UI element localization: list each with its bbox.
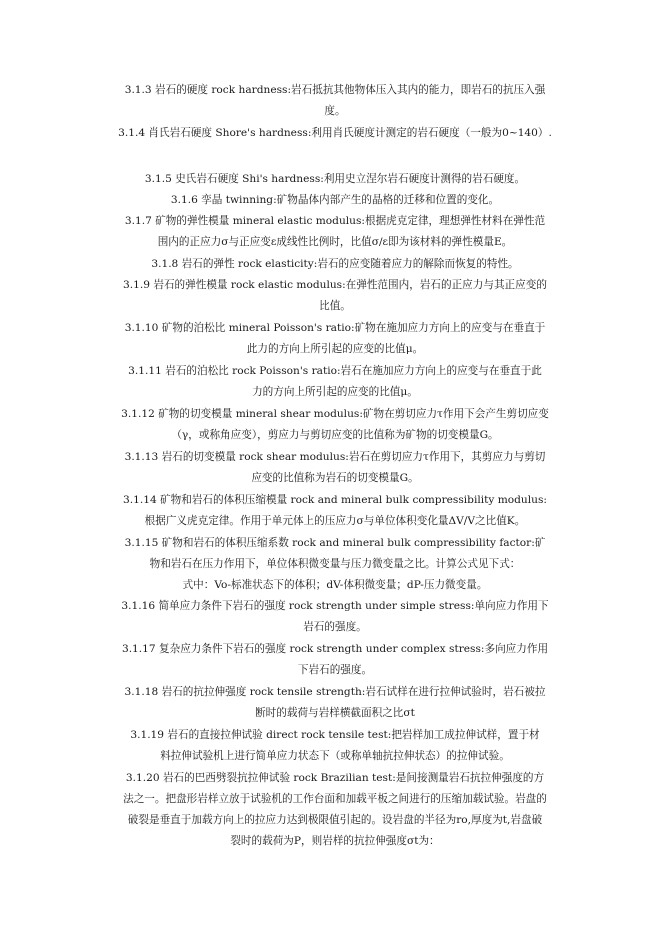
definition-3-1-3 [96, 80, 574, 122]
text-line: 应变的比值称为岩石的切变模量G。 [251, 472, 419, 484]
text-line: 3.1.18 岩石的抗拉伸强度 rock tensile strength:岩石试样在进行拉伸试验时，岩石被拉 [124, 686, 546, 698]
text-line: 3.1.12 矿物的切变模量 mineral shear modulus:矿物在剪切应力τ作用下会产生剪切应变 [121, 408, 549, 420]
text-line: 3.1.14 矿物和岩石的体积压缩模量 rock and mineral bulk compressibility modulus: [123, 494, 547, 506]
text-line: 3.1.17 复杂应力条件下岩石的强度 rock strength under complex stress:多向应力作用 [121, 643, 549, 655]
text-line: 3.1.10 矿物的泊松比 mineral Poisson's ratio:矿物在施加应力方向上的应变与在垂直于 [124, 322, 546, 334]
text-line: 3.1.3 岩石的硬度 rock hardness:岩石抵抗其他物体压入其内的能力，即岩石的抗压入强 [124, 84, 546, 96]
definition-3-1-18 [96, 682, 574, 724]
definition-3-1-13 [96, 447, 574, 489]
text-line: 3.1.11 岩石的泊松比 rock Poisson's ratio:岩石在施加应力方向上的应变与在垂直于此 [128, 365, 542, 377]
definition-3-1-19 [96, 725, 574, 767]
definition-3-1-5 [96, 169, 574, 190]
text-line: 3.1.7 矿物的弹性模量 mineral elastic modulus:根据虎克定律，理想弹性材料在弹性范 [124, 215, 546, 227]
definition-3-1-16 [96, 596, 574, 638]
definition-3-1-8 [96, 254, 574, 275]
definition-3-1-17 [96, 639, 574, 681]
text-line: 此力的方向上所引起的应变的比值μ。 [246, 343, 424, 355]
text-line: 3.1.13 岩石的切变模量 rock shear modulus:岩石在剪切应力τ作用下，其剪应力与剪切 [124, 451, 546, 463]
definition-3-1-15 [96, 533, 574, 596]
definition-3-1-12 [96, 404, 574, 446]
definition-3-1-11 [96, 361, 574, 403]
text-line: 力的方向上所引起的应变的比值μ。 [252, 386, 418, 398]
text-line: 下岩石的强度。 [297, 664, 373, 676]
text-line: 3.1.16 简单应力条件下岩石的强度 rock strength under simple stress:单向应力作用下 [121, 600, 549, 612]
text-line: 料拉伸试验机上进行简单应力状态下（或称单轴抗拉伸状态）的拉伸试验。 [160, 750, 510, 762]
text-line: 岩石的强度。 [303, 621, 367, 633]
text-line: 裂时的载荷为P，则岩样的抗拉伸强度σt为： [230, 835, 440, 847]
text-line: 度。 [324, 105, 346, 117]
text-line: 3.1.15 矿物和岩石的体积压缩系数 rock and mineral bulk compressibility factor:矿 [124, 537, 546, 549]
text-line: 3.1.6 孪晶 twinning:矿物晶体内部产生的晶格的迁移和位置的变化。 [170, 194, 500, 206]
text-line: 3.1.19 岩石的直接拉伸试验 direct rock tensile test:把岩样加工成拉伸试样，置于材 [130, 729, 540, 741]
text-line: 3.1.20 岩石的巴西劈裂抗拉伸试验 rock Brazilian test:是间接测量岩石抗拉伸强度的方 [125, 772, 545, 784]
text-line: 3.1.8 岩石的弹性 rock elasticity:岩石的应变随着应力的解除而恢复的特性。 [151, 258, 519, 270]
definition-3-1-20 [96, 768, 574, 852]
definition-3-1-9 [96, 275, 574, 317]
definition-3-1-14 [96, 490, 574, 532]
definition-3-1-4 [96, 123, 574, 144]
text-line: 破裂是垂直于加载方向上的拉应力达到极限值引起的。设岩盘的半径为ro,厚度为t,岩盘破 [127, 814, 543, 826]
definition-3-1-10 [96, 318, 574, 360]
text-line: 法之一。把盘形岩样立放于试验机的工作台面和加载平板之间进行的压缩加载试验。岩盘的 [123, 793, 547, 805]
text-line: 断时的载荷与岩样横截面积之比σt [255, 707, 415, 719]
definition-3-1-6 [96, 190, 574, 211]
text-line: 式中：Vo-标准状态下的体积；dV-体积微变量；dP-压力微变量。 [182, 579, 488, 591]
text-line: 围内的正应力σ与正应变ε成线性比例时，比值σ/ε即为该材料的弹性模量E。 [157, 236, 513, 248]
text-line: 比值。 [319, 300, 351, 312]
text-line: 3.1.4 肖氏岩石硬度 Shore's hardness:利用肖氏硬度计测定的岩石硬度（一般为0~140）. [118, 127, 552, 139]
text-line: 3.1.9 岩石的弹性模量 rock elastic modulus:在弹性范围内，岩石的正应力与其正应变的 [123, 279, 547, 291]
text-line: 3.1.5 史氏岩石硬度 Shi's hardness:利用史立涅尔岩石硬度计测得的岩石硬度。 [144, 173, 526, 185]
definition-3-1-7 [96, 211, 574, 253]
text-line: 物和岩石在压力作用下，单位体积微变量与压力微变量之比。计算公式见下式： [149, 558, 521, 570]
text-line: （γ，或称角应变），剪应力与剪切应变的比值称为矿物的切变模量G。 [171, 429, 499, 441]
text-line: 根据广义虎克定律。作用于单元体上的压应力σ与单位体积变化量ΔV/V之比值K。 [144, 515, 526, 527]
